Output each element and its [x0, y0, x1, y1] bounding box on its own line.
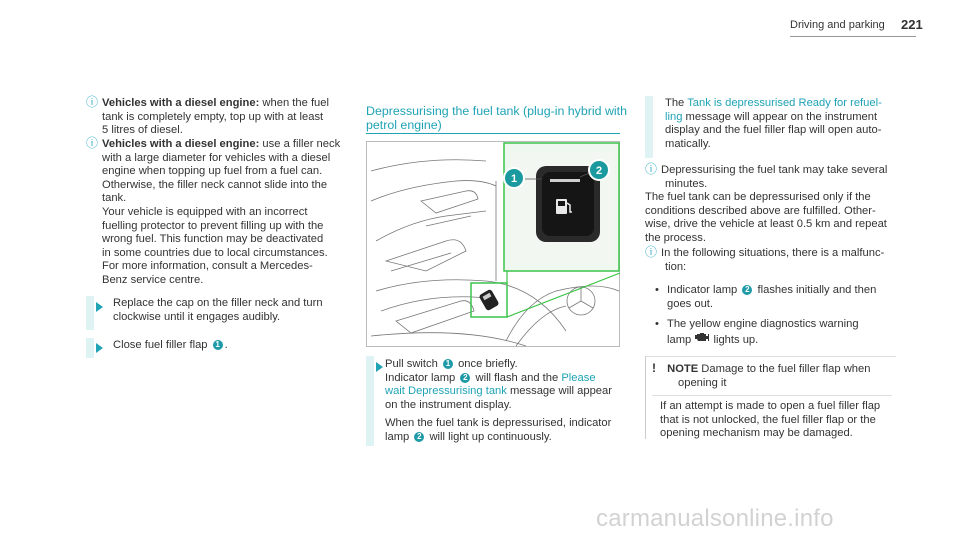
- header-rule: [790, 36, 916, 37]
- bullet-engine-warning: • The yellow engine diagnostics warning lamp lights up.: [655, 318, 859, 346]
- step-bar: [366, 356, 374, 446]
- diesel-info-1: ⓘ Vehicles with a diesel engine: when the fuel tank is completely empty, top up with at least 5 litres of diesel.: [86, 95, 329, 137]
- step-bar: [645, 96, 653, 158]
- step-bar: [86, 338, 94, 358]
- callout-1-label: 1: [510, 173, 518, 185]
- info-icon: ⓘ: [86, 95, 99, 109]
- bullet-lamp-flashes: • Indicator lamp 2 flashes initially and then goes out.: [655, 284, 877, 310]
- watermark: carmanualsonline.info: [596, 505, 834, 532]
- engine-warning-icon: [694, 332, 710, 348]
- fuel-filler-switch: [536, 165, 603, 242]
- step-bar: [86, 296, 94, 330]
- diesel-info-2: ⓘ Vehicles with a diesel engine: use a filler neck with a large diameter for vehicles with a diesel engine when topping up fuel from a fuel can. Otherwise, the filler neck cannot slide into the tank. Your vehicle is equipped with an incorrect fuelling protector to prevent filling up with the wrong fuel. This function may be deactivated in some countries due to local circumstances. For more information, consult a Mercedes- Benz service centre.: [86, 136, 341, 286]
- callout-number: 2: [742, 285, 752, 295]
- note-body: If an attempt is made to open a fuel filler flap that is not unlocked, the fuel filler flap or the opening mechanism may be damaged.: [660, 400, 881, 440]
- callout-number: 1: [213, 340, 223, 350]
- info-icon: ⓘ: [86, 136, 99, 150]
- info-icon: ⓘ: [645, 245, 658, 259]
- callout-2-label: 2: [595, 165, 603, 177]
- section-title: Driving and parking: [790, 19, 885, 31]
- bullet-icon: •: [655, 284, 659, 296]
- section-heading: Depressurising the fuel tank (plug-in hybrid with petrol engine): [366, 104, 628, 132]
- step-pull-switch: Pull switch 1 once briefly. Indicator lamp 2 will flash and the Please wait Depressurising tank message will appear on the instrument display. When the fuel tank is depressurised, indicator lamp 2 will light up continuously.: [385, 358, 612, 443]
- info-icon: ⓘ: [645, 162, 658, 176]
- step-close-flap: Close fuel filler flap 1 .: [113, 339, 228, 351]
- door-panel-illustration: [366, 141, 620, 347]
- page-number: 221: [901, 17, 923, 32]
- bullet-icon: •: [655, 318, 659, 330]
- warning-icon: !: [652, 361, 656, 375]
- callout-number: 2: [414, 432, 424, 442]
- conditions-text: The fuel tank can be depressurised only if the conditions described above are fulfilled. Other- wise, drive the vehicle at least 0.5 km and repeat the process.: [645, 191, 887, 244]
- step-arrow-icon: [96, 302, 103, 312]
- step-replace-cap: Replace the cap on the filler neck and turn clockwise until it engages audibly.: [113, 297, 323, 323]
- info-depressurising-time: ⓘ Depressurising the fuel tank may take several minutes.: [645, 162, 888, 190]
- step-arrow-icon: [96, 343, 103, 353]
- callout-number: 2: [460, 373, 470, 383]
- info-malfunction: ⓘ In the following situations, there is a malfunc- tion:: [645, 245, 885, 273]
- step-arrow-icon: [376, 362, 383, 372]
- note-box: [645, 356, 896, 439]
- heading-rule: [366, 133, 620, 134]
- note-header: ! NOTE Damage to the fuel filler flap when opening it: [652, 361, 871, 389]
- tank-depressurised-text: The Tank is depressurised Ready for refuel- ling message will appear on the instrument display and the fuel filler flap will open auto- matically.: [665, 97, 882, 150]
- callout-number: 1: [443, 359, 453, 369]
